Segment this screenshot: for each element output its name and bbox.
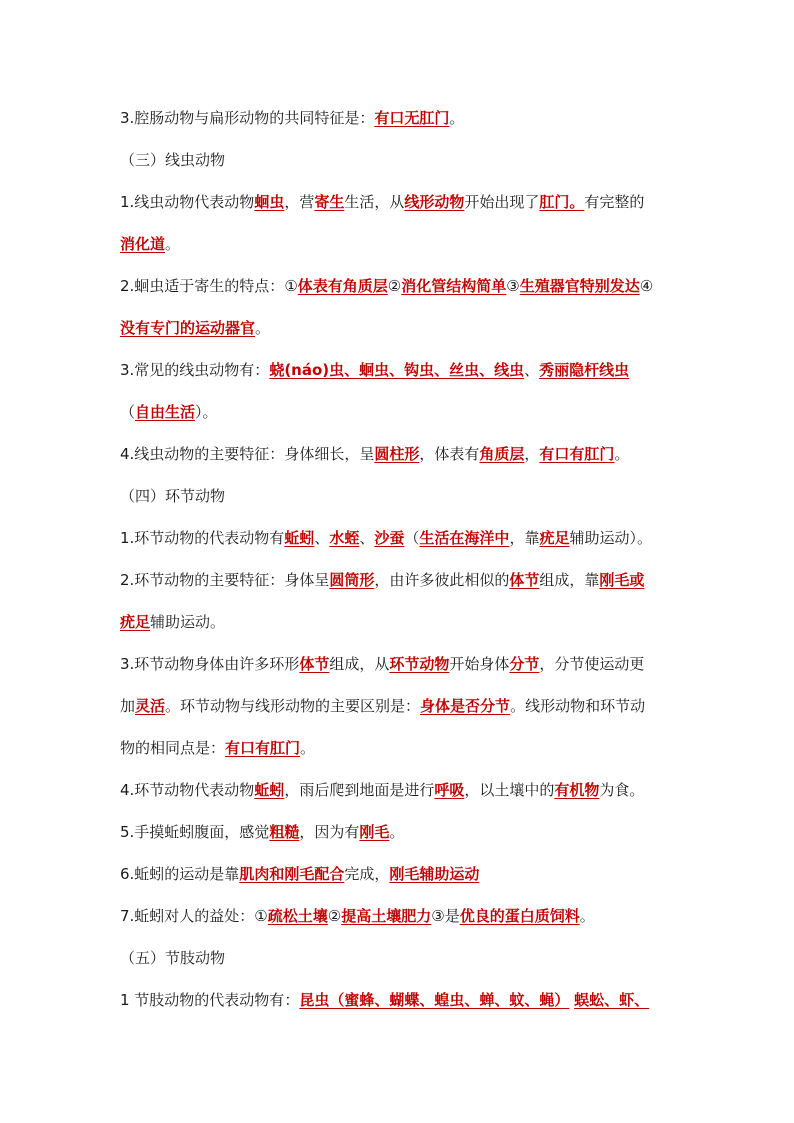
- body-text: 。: [449, 109, 465, 127]
- body-text: 物的相同点是：: [120, 739, 226, 757]
- body-text: （: [120, 403, 136, 421]
- answer-text: 体节: [299, 655, 330, 673]
- text-line: [120, 486, 225, 506]
- body-text: 。: [579, 907, 595, 925]
- answer-text: 呼吸: [434, 781, 465, 799]
- answer-text: 提高土壤肥力: [341, 907, 432, 925]
- answer-text: 蜈蚣、虾、: [574, 991, 650, 1009]
- body-text: ，因为有: [299, 823, 360, 841]
- body-text: 完成，: [344, 865, 390, 883]
- text-line: [120, 948, 225, 968]
- text-line: [120, 108, 464, 128]
- body-text: 开始出现了: [464, 193, 540, 211]
- body-text: ，营: [284, 193, 315, 211]
- body-text: 、: [359, 529, 375, 547]
- body-text: 组成，靠: [539, 571, 600, 589]
- body-text: 。: [300, 739, 316, 757]
- answer-text: 刚毛辅助运动: [389, 865, 480, 883]
- answer-text: 昆虫（蜜蜂、蝴蝶、蝗虫、蝉、蚊、蝇）: [299, 991, 570, 1009]
- body-text: 、: [314, 529, 330, 547]
- body-text: ③是: [431, 907, 460, 925]
- answer-text: 环节动物: [389, 655, 450, 673]
- answer-text: 沙蚕: [374, 529, 405, 547]
- text-line: [120, 570, 644, 590]
- text-line: [120, 528, 652, 548]
- answer-text: 体节: [509, 571, 540, 589]
- body-text: 2.蛔虫适于寄生的特点：①: [120, 277, 298, 295]
- text-line: [120, 360, 629, 380]
- text-line: [120, 696, 645, 716]
- body-text: 、: [524, 361, 540, 379]
- body-text: 为食。: [599, 781, 645, 799]
- answer-text: 寄生: [314, 193, 345, 211]
- body-text: 。: [165, 235, 181, 253]
- answer-text: 优良的蛋白质饲料: [459, 907, 580, 925]
- answer-text: 线形动物: [404, 193, 465, 211]
- answer-text: 秀丽隐杆线虫: [539, 361, 630, 379]
- body-text: 1 节肢动物的代表动物有：: [120, 991, 300, 1009]
- answer-text: 粗糙: [269, 823, 300, 841]
- body-text: （: [404, 529, 420, 547]
- answer-text: 灵活: [135, 697, 166, 715]
- body-text: 。: [389, 823, 405, 841]
- answer-text: 体表有角质层: [297, 277, 388, 295]
- text-line: [120, 318, 270, 338]
- text-line: [120, 192, 644, 212]
- body-text: ②: [327, 907, 342, 925]
- answer-text: 圆柱形: [374, 445, 420, 463]
- answer-text: 水蛭: [329, 529, 360, 547]
- text-line: [120, 276, 653, 296]
- text-line: [120, 906, 595, 926]
- answer-text: 生殖器官特别发达: [519, 277, 640, 295]
- answer-text: 有口有肛门: [225, 739, 301, 757]
- answer-text: 消化管结构简单: [401, 277, 507, 295]
- text-line: [120, 864, 479, 884]
- answer-text: 疏松土壤: [267, 907, 328, 925]
- body-text: ③: [506, 277, 520, 295]
- answer-text: 有机物: [554, 781, 600, 799]
- body-text: ，雨后爬到地面是进行: [284, 781, 435, 799]
- body-text: ，由许多彼此相似的: [374, 571, 510, 589]
- answer-text: 消化道: [120, 235, 166, 253]
- answer-text: 蛲(náo)虫、蛔虫、钩虫、丝虫、线虫: [269, 361, 525, 379]
- body-text: 辅助运动。: [150, 613, 226, 631]
- body-text: 4.环节动物代表动物: [120, 781, 255, 799]
- answer-text: 生活在海洋中: [419, 529, 510, 547]
- answer-text: 角质层: [479, 445, 525, 463]
- answer-text: 肌肉和刚毛配合: [239, 865, 345, 883]
- body-text: ，体表有: [419, 445, 480, 463]
- body-text: 。线形动物和环节动: [510, 697, 646, 715]
- body-text: （四）环节动物: [120, 487, 226, 505]
- answer-text: 蛔虫: [254, 193, 285, 211]
- answer-text: 有口无肛门: [374, 109, 450, 127]
- body-text: 1.线虫动物代表动物: [120, 193, 255, 211]
- body-text: ，以土壤中的: [464, 781, 555, 799]
- answer-text: 刚毛: [359, 823, 390, 841]
- text-line: [120, 150, 225, 170]
- body-text: 组成，从: [329, 655, 390, 673]
- text-line: [120, 990, 649, 1010]
- body-text: 5.手摸蚯蚓腹面，感觉: [120, 823, 270, 841]
- body-text: ，: [524, 445, 540, 463]
- text-line: [120, 444, 629, 464]
- answer-text: 分节: [509, 655, 540, 673]
- body-text: 加: [120, 697, 136, 715]
- answer-text: 蚯蚓: [254, 781, 285, 799]
- body-text: 开始身体: [449, 655, 510, 673]
- answer-text: 肛门。: [539, 193, 585, 211]
- body-text: 。: [614, 445, 630, 463]
- text-line: [120, 612, 225, 632]
- text-line: [120, 654, 644, 674]
- answer-text: 自由生活: [135, 403, 196, 421]
- answer-text: 蚯蚓: [284, 529, 315, 547]
- body-text: ）。: [195, 403, 218, 421]
- body-text: 3.常见的线虫动物有：: [120, 361, 270, 379]
- body-text: 生活，从: [344, 193, 405, 211]
- body-text: （三）线虫动物: [120, 151, 226, 169]
- body-text: 。: [255, 319, 271, 337]
- answer-text: 疣足: [120, 613, 151, 631]
- body-text: 7.蚯蚓对人的益处：①: [120, 907, 268, 925]
- body-text: ④: [639, 277, 654, 295]
- body-text: ，分节使运动更: [539, 655, 645, 673]
- answer-text: 没有专门的运动器官: [120, 319, 256, 337]
- text-line: [120, 402, 218, 422]
- answer-text: 刚毛或: [599, 571, 645, 589]
- body-text: ②: [387, 277, 402, 295]
- body-text: 6.蚯蚓的运动是靠: [120, 865, 240, 883]
- text-line: [120, 822, 404, 842]
- body-text: 有完整的: [584, 193, 645, 211]
- body-text: ，靠: [509, 529, 540, 547]
- answer-text: 有口有肛门: [539, 445, 615, 463]
- body-text: 3.环节动物身体由许多环形: [120, 655, 300, 673]
- body-text: 。环节动物与线形动物的主要区别是：: [165, 697, 421, 715]
- body-text: 4.线虫动物的主要特征：身体细长，呈: [120, 445, 375, 463]
- body-text: 2.环节动物的主要特征：身体呈: [120, 571, 330, 589]
- body-text: 1.环节动物的代表动物有: [120, 529, 285, 547]
- text-line: [120, 738, 315, 758]
- body-text: 辅助运动）。: [569, 529, 652, 547]
- answer-text: 疣足: [539, 529, 570, 547]
- body-text: （五）节肢动物: [120, 949, 226, 967]
- answer-text: 圆筒形: [329, 571, 375, 589]
- answer-text: 身体是否分节: [420, 697, 511, 715]
- text-line: [120, 234, 180, 254]
- text-line: [120, 780, 644, 800]
- body-text: 3.腔肠动物与扁形动物的共同特征是：: [120, 109, 375, 127]
